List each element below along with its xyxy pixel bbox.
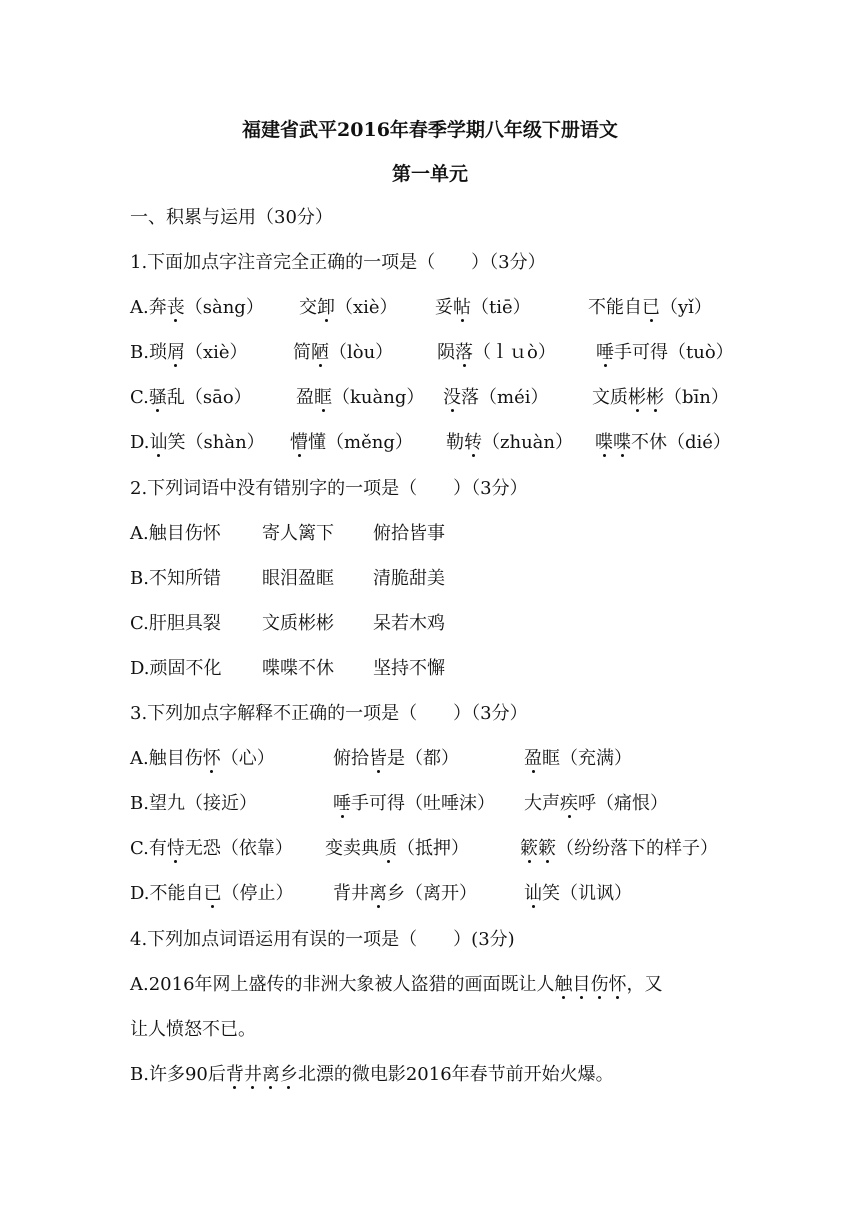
- q2-option-b-item-1: B.不知所错: [130, 568, 221, 589]
- unit-title: 第一单元: [391, 163, 468, 185]
- q2-option-c-item-2: 文质彬彬: [262, 613, 334, 634]
- q4-option-a: A.2016年网上盛传的非洲大象被人盗猎的画面既让人触目伤怀，又: [130, 974, 663, 995]
- q3-option-d-item-1: D.不能自已（停止）: [130, 883, 294, 904]
- q2-option-d-item-2: 喋喋不休: [262, 658, 334, 679]
- q1-option-c-item-4: 文质彬彬（bīn）: [592, 387, 729, 408]
- q2-option-c-item-3: 呆若木鸡: [373, 613, 445, 634]
- q2-option-d-item-3: 坚持不懈: [373, 658, 445, 679]
- q3-option-c-item-3: 簌簌（纷纷落下的样子）: [520, 838, 718, 859]
- question-2-stem: 2.下列词语中没有错别字的一项是（ ）（3分）: [130, 478, 528, 499]
- q2-option-a-item-2: 寄人篱下: [262, 523, 334, 544]
- question-3-stem: 3.下列加点字解释不正确的一项是（ ）（3分）: [130, 703, 528, 724]
- q3-option-a-item-3: 盈眶（充满）: [524, 748, 632, 769]
- q1-option-d-item-1: D.讪笑（shàn）: [130, 432, 265, 453]
- q3-option-a-item-2: 俯拾皆是（都）: [333, 748, 459, 769]
- q1-option-b-item-1: B.琐屑（xiè）: [130, 342, 248, 363]
- q3-option-d-item-2: 背井离乡（离开）: [333, 883, 477, 904]
- q1-option-d-item-3: 勒转（zhuàn）: [446, 432, 573, 453]
- q1-option-a-item-1: A.奔丧（sàng）: [130, 297, 264, 318]
- q1-option-b-item-4: 唾手可得（tuò）: [596, 342, 734, 363]
- q4-option-b-marked-phrase: 背井离乡: [225, 1064, 298, 1085]
- q1-option-b-item-2: 简陋（lòu）: [293, 342, 394, 363]
- q3-option-d-item-3: 讪笑（讥讽）: [524, 883, 632, 904]
- q3-option-a-item-1: A.触目伤怀（心）: [130, 748, 275, 769]
- q1-option-a-item-3: 妥帖（tiē）: [435, 297, 531, 318]
- q4-option-a-marked-phrase: 触目伤怀: [554, 974, 627, 995]
- q1-option-c-item-1: C.骚乱（sāo）: [130, 387, 252, 408]
- q1-option-c-item-2: 盈眶（kuàng）: [296, 387, 425, 408]
- q1-option-b-item-3: 陨落（ｌｕò）: [437, 342, 556, 363]
- q2-option-a-item-3: 俯拾皆事: [373, 523, 445, 544]
- q1-option-d-item-4: 喋喋不休（dié）: [595, 432, 731, 453]
- q2-option-b-item-2: 眼泪盈眶: [262, 568, 334, 589]
- question-1-stem: 1.下面加点字注音完全正确的一项是（ ）（3分）: [130, 252, 546, 273]
- q4-option-a-continued: 让人愤怒不已。: [130, 1019, 256, 1040]
- q1-option-a-item-2: 交卸（xiè）: [299, 297, 398, 318]
- q2-option-a-item-1: A.触目伤怀: [130, 523, 221, 544]
- q3-option-c-item-2: 变卖典质（抵押）: [325, 838, 469, 859]
- document-title: 福建省武平2016年春季学期八年级下册语文: [242, 119, 618, 141]
- q2-option-b-item-3: 清脆甜美: [373, 568, 445, 589]
- section-heading: 一、积累与运用（30分）: [130, 207, 333, 228]
- q4-option-b: B.许多90后背井离乡北漂的微电影2016年春节前开始火爆。: [130, 1064, 614, 1085]
- q3-option-b-item-2: 唾手可得（吐唾沫）: [333, 793, 495, 814]
- q2-option-d-item-1: D.顽固不化: [130, 658, 222, 679]
- question-4-stem: 4.下列加点词语运用有误的一项是（ ）(3分): [130, 929, 515, 950]
- q1-option-c-item-3: 没落（méi）: [443, 387, 549, 408]
- q1-option-a-item-4: 不能自已（yǐ）: [588, 297, 712, 318]
- q2-option-c-item-1: C.肝胆具裂: [130, 613, 221, 634]
- q3-option-b-item-3: 大声疾呼（痛恨）: [524, 793, 668, 814]
- q1-option-d-item-2: 懵懂（měng）: [290, 432, 413, 453]
- q3-option-b-item-1: B.望九（接近）: [130, 793, 257, 814]
- q3-option-c-item-1: C.有恃无恐（依靠）: [130, 838, 293, 859]
